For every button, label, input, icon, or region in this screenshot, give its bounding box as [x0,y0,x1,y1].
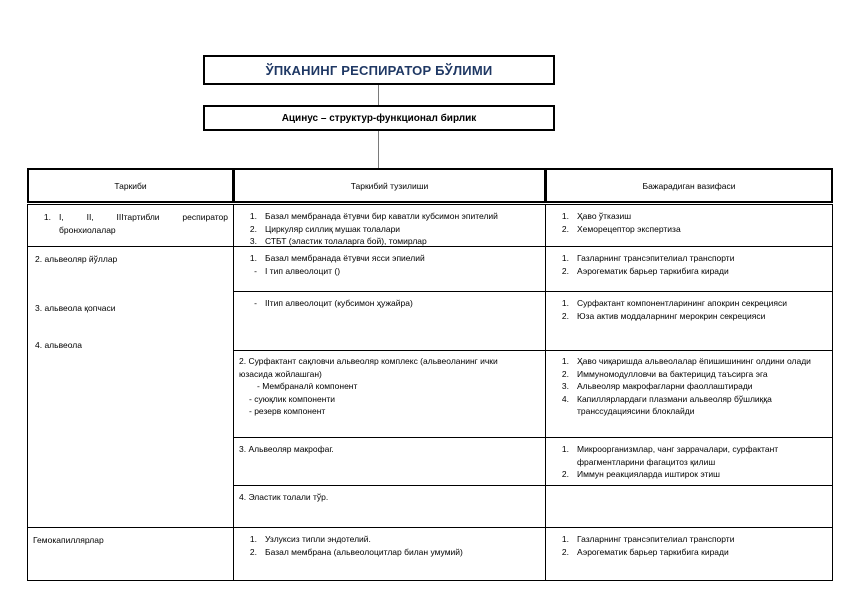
item-bullet: - [254,298,257,308]
item-text: Альвеоляр макрофагларни фаоллаштиради [577,381,753,391]
item-number: 2. [561,310,569,321]
item-text: 2. Сурфактант сақловчи альвеоляр комплекс (альвеоланинг ички [239,356,498,366]
item-text: Газларнинг трансэпителиал транспорти [577,534,735,544]
header-function [545,168,833,203]
col1-alveolar-cell [27,246,234,528]
col3-row2-cell [545,246,833,292]
item-number: 3. [249,236,257,246]
item-number: 3. [561,381,569,391]
col2-row6-cell [233,485,546,528]
header-label: Бажарадиган вазифаси [642,180,736,191]
item-number: 2. [561,546,569,557]
col1-bronchioles-cell [27,204,234,247]
bronchioles-line1 [59,211,228,224]
item-text: Капиллярлардаги плазмани альвеоляр бўшлиққа транссудациясини блоклайди [577,393,772,416]
item-text: 3. Альвеоляр макрофаг. [239,444,334,454]
item-number: 1. [561,253,569,263]
col1-hemocapillaries-cell [27,527,234,581]
item-number: 1. [249,253,257,263]
header-label: Таркиби [114,180,147,191]
item-text: Базал мембрана (альвеолоцитлар билан умумий) [265,546,463,557]
item-text: СТБТ (эластик толаларга бой), томирлар [265,236,427,246]
item-text: - Мембраналӣ компонент [257,381,358,391]
item-text: Юза актив моддаларнинг мерокрин секрецияси [577,310,766,321]
col3-row1-cell [545,204,833,247]
page-title-box [203,55,555,85]
item-number: 2. [249,223,257,234]
item-text: - резерв компонент [249,406,326,416]
item-text: Сурфактант компонентларининг апокрин секрецияси [577,298,788,308]
col3-row7-cell [545,527,833,581]
item-text: Узлуксиз типли эндотелий. [265,534,371,544]
item-text: юзасида жойлашган) [239,368,322,379]
page-title: ЎПКАНИНГ РЕСПИРАТОР БЎЛИМИ [265,62,493,78]
col2-row4-cell [233,350,546,438]
item-text: Базал мембранада ётувчи ясси эпиелий [265,253,425,263]
item-text: Ҳаво чиқаришда альвеолалар ёпишишининг олдини олади [577,356,811,366]
connector-line [378,85,379,105]
item-text: Микроорганизмлар, чанг заррачалари, сурфактант фрагментларини фагацитоз қилиш [577,444,779,467]
col3-row5-cell [545,437,833,486]
header-structure [233,168,546,203]
item-text: Иммуномодулловчи ва бактерицид таъсирга эга [577,368,768,379]
item-text: Аэрогематик барьер таркибига киради [577,265,729,276]
col2-row2-cell [233,246,546,292]
item-text: Газларнинг трансэпителиал транспорти [577,253,735,263]
list-item [33,211,228,224]
item-text: Иммун реакцияларда иштирок этиш [577,469,720,479]
header-label: Таркибий тузилиши [350,180,429,191]
item-text: Ҳаво ўтказиш [577,211,632,221]
item-number: 2. [561,265,569,276]
word: II, [86,212,94,222]
alveolar-sacs-label: 3. альвеола қопчаси [35,303,116,313]
item-text: Циркуляр силлиқ мушак толалари [265,223,401,234]
word: IIIтартибли [116,212,160,222]
alveolar-ducts-label: 2. альвеоляр йўллар [35,254,118,264]
item-text: бронхиолалар [59,224,116,235]
item-number: 1. [561,534,569,544]
word: респиратор [182,212,228,222]
item-text: Хеморецептор экспертиза [577,223,681,234]
item-text: Базал мембранада ётувчи бир каватли кубсимон эпителий [265,211,498,221]
col2-row3-cell [233,291,546,351]
word: I, [59,212,64,222]
item-number: 2. [561,368,569,379]
header-composition [27,168,234,203]
item-number: 1. [43,212,51,222]
item-text: - суюқлик компоненти [249,393,336,404]
col3-row3-cell [545,291,833,351]
item-text: I тип алвеолоцит () [265,265,341,276]
item-number: 1. [249,211,257,221]
item-bullet: - [254,265,257,276]
item-number: 1. [561,298,569,308]
subtitle-box [203,105,555,131]
item-number: 1. [561,356,569,366]
item-text: IIтип алвеолоцит (кубсимон ҳужайра) [265,298,413,308]
col3-row6-cell [545,485,833,528]
item-number: 1. [249,534,257,544]
item-text: 4. Эластик толали тўр. [239,492,329,502]
col2-row1-cell [233,204,546,247]
item-number: 2. [561,223,569,234]
connector-line [378,131,379,169]
item-number: 2. [561,469,569,479]
item-number: 1. [561,211,569,221]
list-item [33,224,228,237]
item-number: 1. [561,444,569,454]
col2-row5-cell [233,437,546,486]
subtitle: Ацинус – структур-функционал бирлик [281,112,477,124]
col2-row7-cell [233,527,546,581]
col3-row4-cell [545,350,833,438]
item-text: Аэрогематик барьер таркибига киради [577,546,729,557]
item-number: 2. [249,546,257,557]
alveola-label: 4. альвеола [35,340,82,350]
hemocapillaries-label: Гемокапиллярлар [33,535,104,545]
item-number: 4. [561,393,569,404]
